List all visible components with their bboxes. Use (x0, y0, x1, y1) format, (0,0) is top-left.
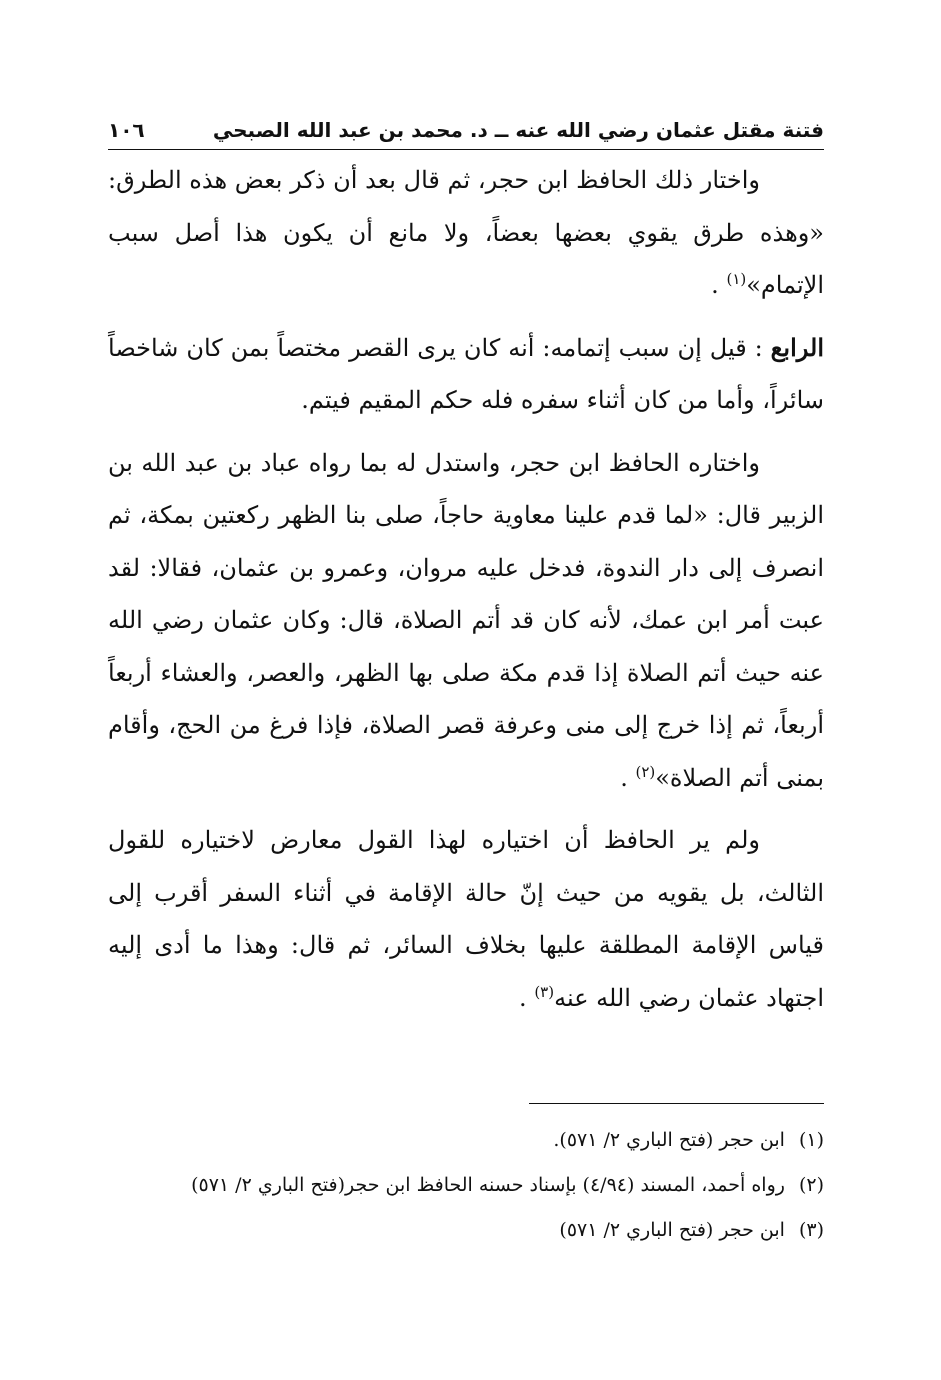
paragraph-4-text: ولم ير الحافظ أن اختياره لهذا القول معارض لاختياره للقول الثالث، بل يقويه من حيث إنّ حالة الإقامة في أثناء السفر أقرب إلى قياس الإقامة المطلقة عليها بخلاف السائر، ثم قال: وهذا ما أدى إليه اجتهاد عثمان رضي الله عنه (108, 826, 824, 1012)
main-text (108, 154, 824, 1024)
footnote-3-number: (٣) (798, 1219, 824, 1241)
footnote-1 (108, 1118, 824, 1163)
footnote-ref-2[interactable]: (٢) (635, 762, 656, 781)
footnote-1-text: ابن حجر (فتح الباري ٢/ ٥٧١). (553, 1129, 785, 1151)
footnote-divider (529, 1103, 824, 1104)
footnote-ref-1[interactable]: (١) (726, 270, 747, 288)
paragraph-1-text: واختار ذلك الحافظ ابن حجر، ثم قال بعد أن ذكر بعض هذه الطرق: «وهذه طرق يقوي بعضها بعضاً، ولا مانع أن يكون هذا أصل سبب الإتمام» (108, 166, 824, 299)
running-header (108, 112, 824, 148)
paragraph-1-end: . (711, 271, 719, 299)
footnote-1-number: (١) (798, 1129, 824, 1151)
paragraph-2-text: : قيل إن سبب إتمامه: أنه كان يرى القصر مختصاً بمن كان شاخصاً سائراً، وأما من كان أثناء سفره فله حكم المقيم فيتم. (108, 333, 824, 414)
footnote-2-text: رواه أحمد، المسند (٤/٩٤) بإسناد حسنه الحافظ ابن حجر(فتح الباري ٢/ ٥٧١) (191, 1174, 785, 1196)
paragraph-2-lead: الرابع (770, 332, 824, 362)
paragraph-3 (108, 437, 824, 805)
footnote-2 (108, 1163, 824, 1208)
paragraph-3-text: واختاره الحافظ ابن حجر، واستدل له بما رواه عباد بن عبد الله بن الزبير قال: «لما قدم علينا معاوية حاجاً، صلى بنا الظهر ركعتين بمكة، ثم انصرف إلى دار الندوة، فدخل عليه مروان، وعمرو بن عثمان، فقالا: لقد عبت أمر ابن عمك، لأنه كان قد أتم الصلاة، قال: وكان عثمان رضي الله عنه حيث أتم الصلاة إذا قدم مكة صلى بها الظهر، والعصر، والعشاء أربعاً أربعاً، ثم إذا خرج إلى منى وعرفة قصر الصلاة، فإذا فرغ من الحج، وأقام بمنى أتم الصلاة» (108, 448, 824, 792)
paragraph-4-end: . (519, 983, 527, 1012)
running-header-title: فتنة مقتل عثمان رضي الله عنه ــ د. محمد بن عبد الله الصبحي (212, 118, 824, 142)
footnote-ref-3[interactable]: (٣) (534, 982, 555, 1001)
header-divider (108, 149, 824, 150)
footnote-3-text: ابن حجر (فتح الباري ٢/ ٥٧١) (559, 1219, 785, 1241)
footnotes (108, 1118, 824, 1253)
paragraph-4 (108, 814, 824, 1024)
paragraph-3-end: . (620, 763, 628, 792)
paragraph-1 (108, 154, 824, 312)
footnote-3 (108, 1208, 824, 1253)
footnote-2-number: (٢) (798, 1174, 824, 1196)
page-number: ١٠٦ (108, 118, 145, 142)
paragraph-2 (108, 322, 824, 427)
